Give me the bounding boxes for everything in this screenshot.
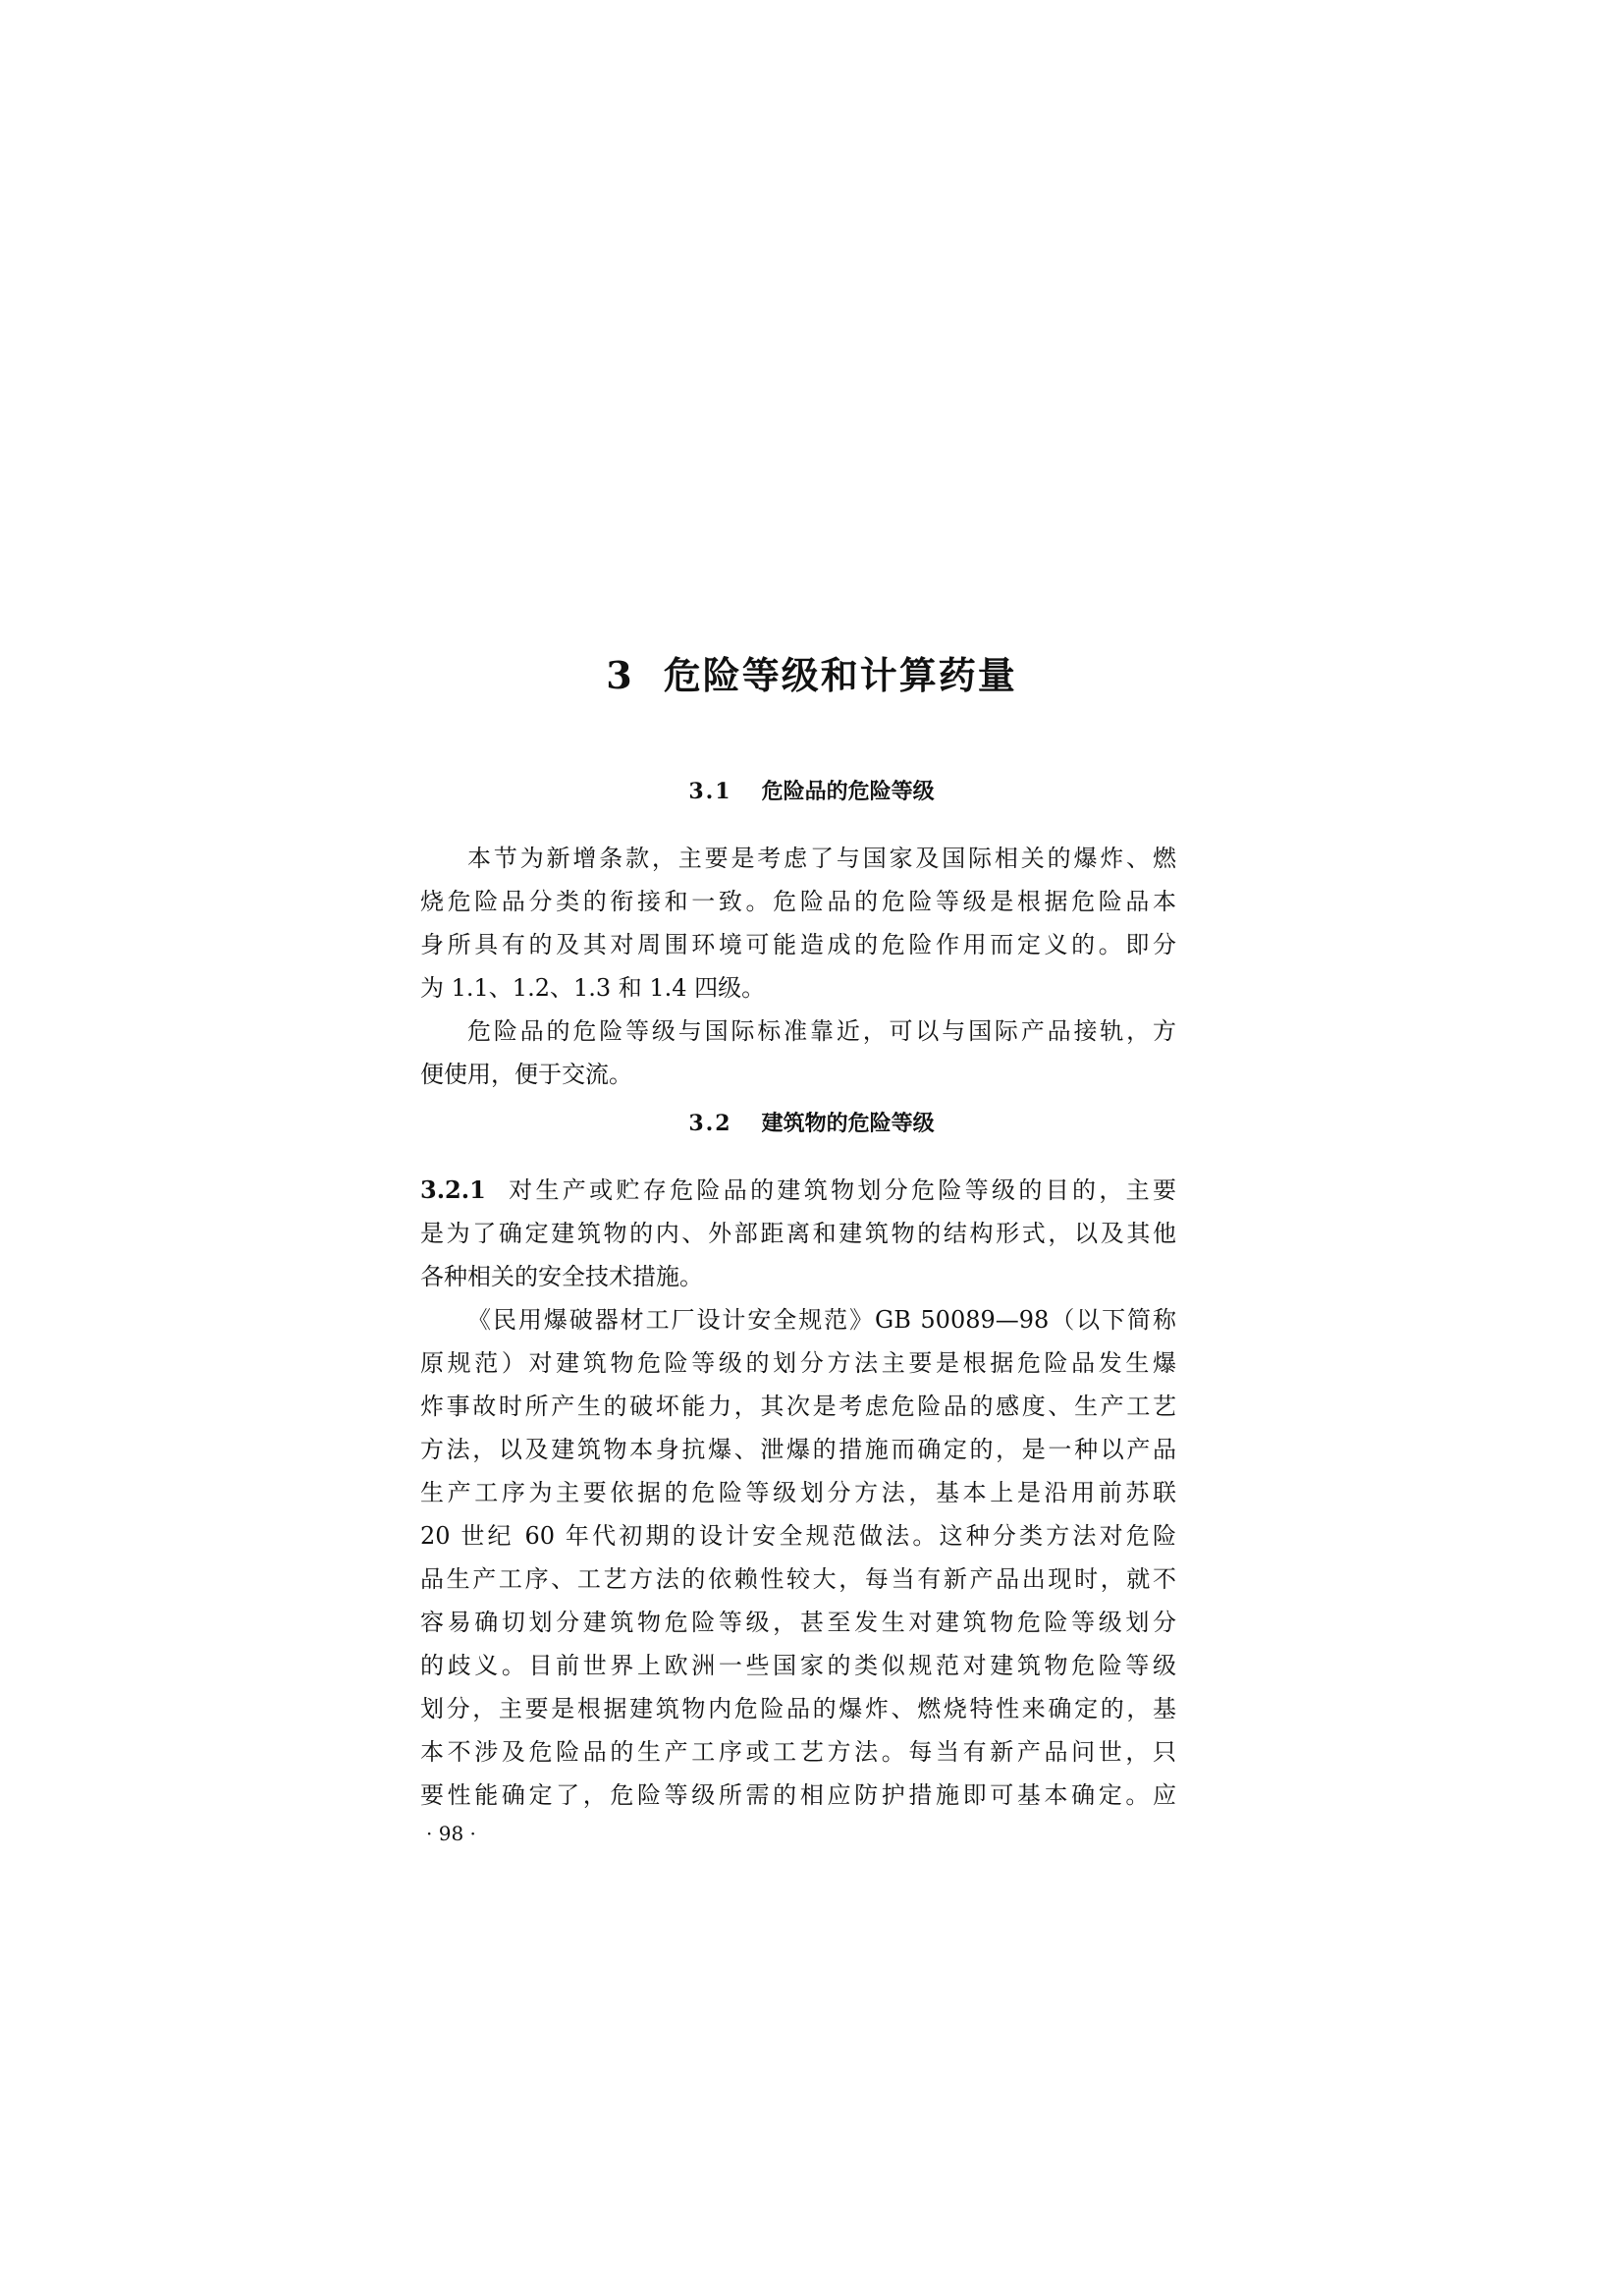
clause-line: [420, 1169, 1176, 1212]
paragraph-line: 身所具有的及其对周围环境可能造成的危险作用而定义的。即分: [420, 931, 1176, 958]
paragraph-line: 划分，主要是根据建筑物内危险品的爆炸、燃烧特性来确定的，基: [420, 1695, 1176, 1722]
paragraph-line: 本节为新增条款，主要是考虑了与国家及国际相关的爆炸、燃: [467, 845, 1176, 872]
paragraph-line: 本不涉及危险品的生产工序或工艺方法。每当有新产品问世，只: [420, 1738, 1176, 1766]
section-title: 危险品的危险等级: [761, 779, 935, 804]
paragraph-line: 品生产工序、工艺方法的依赖性较大，每当有新产品出现时，就不: [420, 1565, 1176, 1593]
section-heading-3-1: [0, 774, 1623, 809]
section-number: 3.2: [688, 1111, 732, 1136]
paragraph-line: 容易确切划分建筑物危险等级，甚至发生对建筑物危险等级划分: [420, 1609, 1176, 1636]
paragraph-line: 的歧义。目前世界上欧洲一些国家的类似规范对建筑物危险等级: [420, 1652, 1176, 1679]
section-heading-3-2: [0, 1106, 1623, 1141]
paragraph-line: 是为了确定建筑物的内、外部距离和建筑物的结构形式，以及其他: [420, 1220, 1176, 1247]
paragraph-line: 为 1.1、1.2、1.3 和 1.4 四级。: [420, 974, 766, 1002]
paragraph-line: 20 世纪 60 年代初期的设计安全规范做法。这种分类方法对危险: [420, 1522, 1176, 1550]
paragraph-line: 便使用，便于交流。: [420, 1061, 632, 1088]
paragraph-line: 方法，以及建筑物本身抗爆、泄爆的措施而确定的，是一种以产品: [420, 1436, 1176, 1463]
paragraph-line: 生产工序为主要依据的危险等级划分方法，基本上是沿用前苏联: [420, 1479, 1176, 1506]
chapter-title-text: 危险等级和计算药量: [663, 653, 1017, 697]
chapter-number: 3: [606, 653, 634, 697]
paragraph-line: 要性能确定了，危险等级所需的相应防护措施即可基本确定。应: [420, 1781, 1176, 1809]
page-number: · 98 ·: [426, 1822, 476, 1845]
paragraph-line: 《民用爆破器材工厂设计安全规范》GB 50089—98（以下简称: [467, 1306, 1176, 1334]
clause-number: 3.2.1: [420, 1175, 486, 1204]
section-number: 3.1: [688, 779, 732, 804]
clause-text: 对生产或贮存危险品的建筑物划分危险等级的目的，主要: [505, 1176, 1176, 1204]
chapter-title: [0, 648, 1623, 703]
paragraph-line: 危险品的危险等级与国际标准靠近，可以与国际产品接轨，方: [467, 1017, 1176, 1045]
paragraph-line: 炸事故时所产生的破坏能力，其次是考虑危险品的感度、生产工艺: [420, 1393, 1176, 1420]
paragraph-line: 原规范）对建筑物危险等级的划分方法主要是根据危险品发生爆: [420, 1349, 1176, 1377]
paragraph-line: 烧危险品分类的衔接和一致。危险品的危险等级是根据危险品本: [420, 888, 1176, 915]
section-title: 建筑物的危险等级: [761, 1111, 935, 1136]
paragraph-line: 各种相关的安全技术措施。: [420, 1263, 703, 1290]
